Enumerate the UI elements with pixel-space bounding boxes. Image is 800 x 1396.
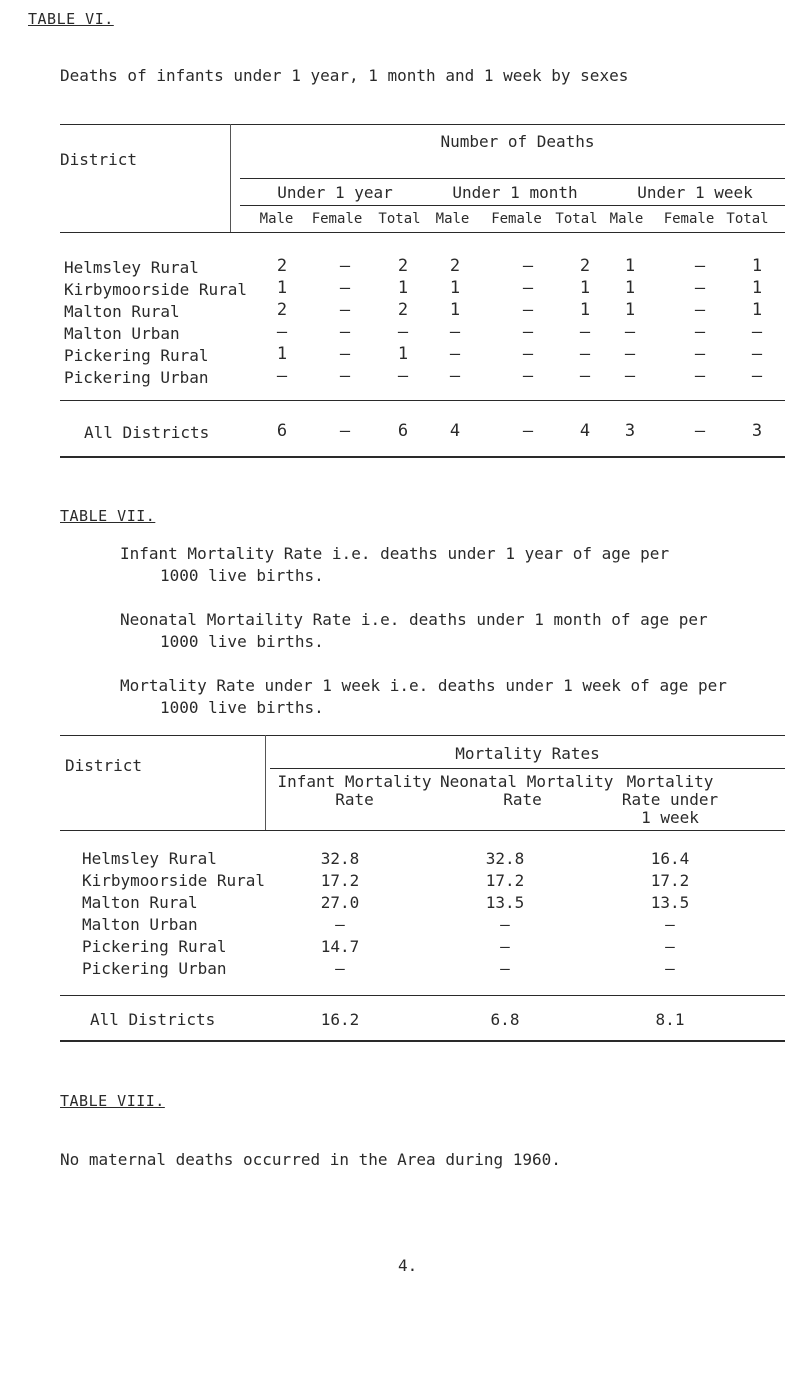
page-number: 4. [398,1256,418,1275]
table6-total-value: 6 [276,421,288,441]
table6-sex-header: Male [435,211,470,227]
table7-row-value: 17.2 [650,871,690,890]
table6-total-value: – [522,421,534,441]
table7-row-district: Helmsley Rural [82,849,217,868]
table6-row-value: 2 [397,256,409,276]
table6-row-value: – [339,344,351,364]
table6-row-district: Pickering Rural [64,346,209,365]
table7-column-header: Infant Mortality [277,772,432,791]
table6-row-value: 2 [579,256,591,276]
table7-row-value: 27.0 [320,893,360,912]
table6-sex-header: Female [663,211,715,227]
table7-total-value: 16.2 [320,1010,360,1029]
table7-row-value: – [665,937,675,956]
table6-row-value: – [397,322,409,342]
table7-definition-line: 1000 live births. [160,632,324,651]
table7-row-value: 17.2 [320,871,360,890]
table6-row-district: Pickering Urban [64,368,209,387]
table6-row-value: – [522,256,534,276]
table6-row-value: 1 [449,300,461,320]
table6-group-label: Number of Deaths [440,132,595,151]
table7-row-value: – [335,959,345,978]
table6-top-rule [60,124,785,125]
table6-heading: TABLE VI. [28,10,114,28]
table7-row-value: – [500,959,510,978]
table6-row-value: – [624,322,636,342]
table6-row-value: – [276,322,288,342]
table6-sex-header: Male [259,211,294,227]
table7-total-value: 6.8 [490,1010,520,1029]
table6-row-value: – [694,256,706,276]
table6-row-value: – [522,278,534,298]
table6-total-value: 3 [751,421,763,441]
table6-row-value: 2 [397,300,409,320]
table7-row-district: Kirbymoorside Rural [82,871,266,890]
table7-row-value: 17.2 [485,871,525,890]
table6-row-value: – [339,322,351,342]
table7-column-header: Rate [335,790,374,809]
table7-row-value: 16.4 [650,849,690,868]
table6-sex-header: Total [555,211,598,227]
table6-row-value: 1 [624,300,636,320]
table6-row-value: – [522,322,534,342]
table6-row-value: – [397,366,409,386]
table6-row-value: – [579,344,591,364]
table6-row-value: 1 [579,278,591,298]
table7-row-value: 13.5 [485,893,525,912]
table6-total-district: All Districts [84,423,210,442]
table7-column-header: Rate [503,790,542,809]
table6-row-value: 1 [751,300,763,320]
table6-row-value: – [694,366,706,386]
table7-header-rule [60,830,785,831]
table8-heading: TABLE VIII. [60,1092,165,1110]
table6-row-value: 2 [276,256,288,276]
table6-group-rule [240,178,785,179]
table7-definition-line: Neonatal Mortaility Rate i.e. deaths under 1 month of age per [120,610,708,629]
table6-row-value: 1 [624,256,636,276]
table6-row-value: – [579,322,591,342]
table8-text: No maternal deaths occurred in the Area during 1960. [60,1150,561,1169]
table7-column-header: Mortality [626,772,714,791]
table6-row-value: – [694,344,706,364]
table6-period-rule [240,205,785,206]
table7-column-header: 1 week [641,808,699,827]
table6-row-value: – [449,366,461,386]
table6-total-value: 4 [449,421,461,441]
table7-definition-line: Mortality Rate under 1 week i.e. deaths under 1 week of age per [120,676,727,695]
table6-title: Deaths of infants under 1 year, 1 month and 1 week by sexes [60,66,629,85]
table7-heading: TABLE VII. [60,507,156,525]
table6-sex-header: Total [378,211,421,227]
table7-row-district: Pickering Rural [82,937,227,956]
table6-row-value: – [694,278,706,298]
table6-total-top-rule [60,400,785,401]
table6-row-district: Malton Rural [64,302,180,321]
table7-row-value: 14.7 [320,937,360,956]
table6-district-label: District [60,150,138,169]
table6-period-header: Under 1 month [452,183,578,202]
table7-row-district: Malton Urban [82,915,198,934]
table6-period-header: Under 1 year [277,183,393,202]
table6-district-divider [230,124,231,232]
table6-row-district: Malton Urban [64,324,180,343]
table7-district-label: District [65,756,143,775]
table6-row-value: – [522,366,534,386]
table6-sex-header: Male [609,211,644,227]
table6-row-value: – [339,300,351,320]
table6-row-value: 1 [397,344,409,364]
table6-row-value: 1 [751,256,763,276]
table7-row-value: – [500,937,510,956]
table6-total-value: 6 [397,421,409,441]
table7-row-district: Malton Rural [82,893,198,912]
table6-total-value: – [694,421,706,441]
table6-row-value: 1 [276,278,288,298]
table7-definition-line: Infant Mortality Rate i.e. deaths under 1 year of age per [120,544,670,563]
table7-row-value: 32.8 [320,849,360,868]
table7-column-header: Rate under [621,790,719,809]
table6-row-value: – [694,322,706,342]
table6-row-value: – [339,366,351,386]
table6-row-value: 1 [579,300,591,320]
table6-row-value: – [624,344,636,364]
table7-group-label: Mortality Rates [455,744,600,763]
table6-row-value: – [624,366,636,386]
table7-row-value: 32.8 [485,849,525,868]
table6-row-value: 1 [751,278,763,298]
table6-row-value: 1 [449,278,461,298]
table7-row-value: – [665,959,675,978]
table6-row-value: – [751,344,763,364]
table6-row-value: 2 [276,300,288,320]
table7-row-value: – [500,915,510,934]
table7-column-header: Neonatal Mortality [440,772,614,791]
table7-definition-line: 1000 live births. [160,698,324,717]
table6-row-value: – [694,300,706,320]
table7-total-district: All Districts [90,1010,216,1029]
table6-row-value: – [522,344,534,364]
table6-sex-header: Female [311,211,363,227]
table6-row-value: – [449,322,461,342]
table6-row-value: 1 [397,278,409,298]
table6-row-district: Helmsley Rural [64,258,199,277]
table6-total-value: 4 [579,421,591,441]
table7-bottom-rule [60,1040,785,1042]
table7-definition-line: 1000 live births. [160,566,324,585]
table7-group-rule [270,768,785,769]
table6-row-value: – [751,322,763,342]
table6-row-value: – [751,366,763,386]
table6-total-value: 3 [624,421,636,441]
table6-period-header: Under 1 week [637,183,753,202]
table7-district-divider [265,735,266,830]
table6-sex-header: Total [726,211,769,227]
table7-total-top-rule [60,995,785,996]
table6-row-value: 2 [449,256,461,276]
table6-row-value: – [276,366,288,386]
table6-header-rule [60,232,785,233]
table6-row-value: – [339,278,351,298]
table7-total-value: 8.1 [655,1010,685,1029]
table7-top-rule [60,735,785,736]
table6-row-value: – [522,300,534,320]
table6-row-value: – [579,366,591,386]
table6-total-value: – [339,421,351,441]
table6-row-value: – [449,344,461,364]
table6-sex-header: Female [491,211,542,227]
table6-row-value: – [339,256,351,276]
table6-row-value: 1 [624,278,636,298]
table7-row-district: Pickering Urban [82,959,227,978]
table7-row-value: 13.5 [650,893,690,912]
table6-row-district: Kirbymoorside Rural [64,280,248,299]
table7-row-value: – [665,915,675,934]
table6-row-value: 1 [276,344,288,364]
table7-row-value: – [335,915,345,934]
table6-bottom-rule [60,456,785,458]
